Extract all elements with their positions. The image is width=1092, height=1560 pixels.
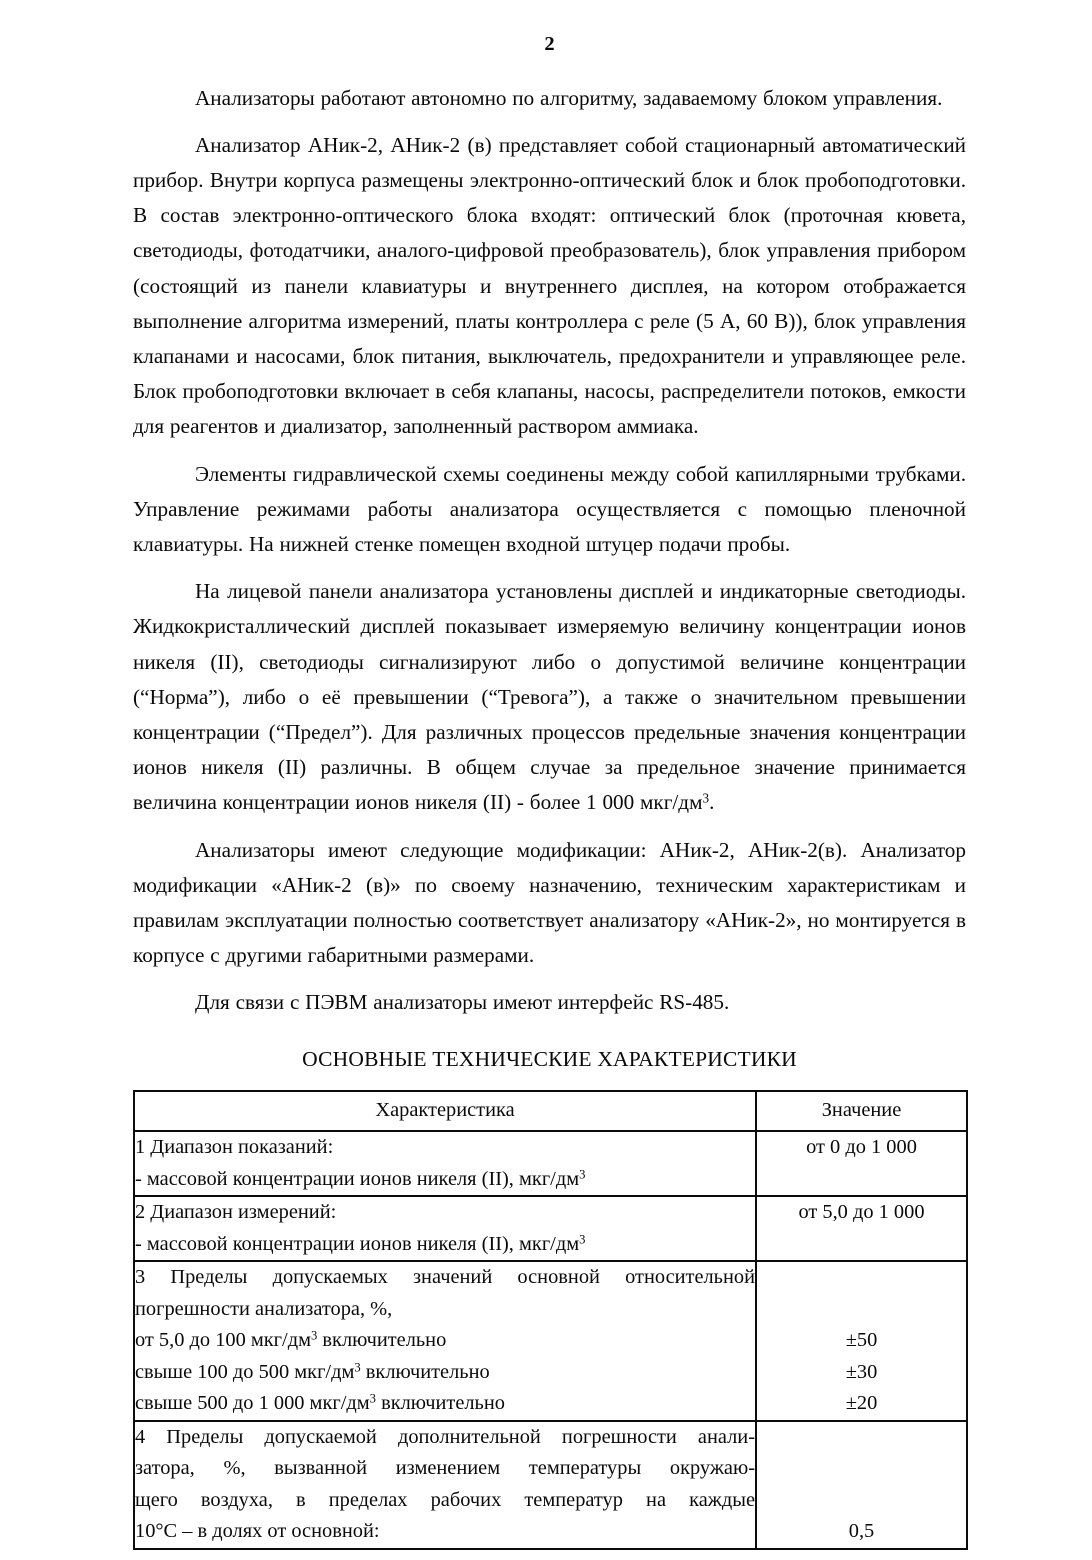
- spec-line: [135, 1294, 755, 1326]
- value-line: от 5,0 до 1 000: [798, 1201, 925, 1224]
- spec-line-text: свыше 500 до 1 000 мкг/дм: [135, 1392, 370, 1415]
- spec-line: [135, 1262, 755, 1294]
- superscript-cubic: 3: [579, 1232, 586, 1247]
- page-content: [133, 34, 966, 1550]
- spec-line: [135, 1197, 755, 1229]
- spec-line: [135, 1516, 755, 1548]
- table-cell-value: [756, 1196, 967, 1261]
- paragraph-modifications: Анализаторы имеют следующие модификации: АНик-2, АНик-2(в). Анализатор модификации «АНик-2 (в)» по своему назначению, техническим характеристикам и правилам эксплуатации полностью соответствует анализатору «АНик-2», но монтируется в корпусе с другими габаритными размерами.: [133, 837, 966, 968]
- superscript-cubic: 3: [369, 1392, 376, 1407]
- spec-line-text: затора, %, вызванной изменением температуры окружаю-: [135, 1457, 755, 1480]
- value-line: 0,5: [848, 1520, 875, 1543]
- spec-line-text: - массовой концентрации ионов никеля (II), мкг/дм: [135, 1167, 580, 1190]
- spec-line: [135, 1422, 755, 1454]
- spec-line: [135, 1357, 755, 1389]
- spec-line-text: свыше 100 до 500 мкг/дм: [135, 1360, 355, 1383]
- paragraph-front-panel-leds: [133, 574, 966, 820]
- paragraph-autonomous-operation: Анализаторы работают автономно по алгоритму, задаваемому блоком управления.: [195, 85, 943, 110]
- table-cell-characteristic: [134, 1421, 756, 1549]
- spec-line: [135, 1325, 755, 1357]
- value-line: ±30: [845, 1360, 878, 1383]
- paragraph-front-panel-leds-text: На лицевой панели анализатора установлены дисплей и индикаторные светодиоды. Жидкокристаллический дисплей показывает измеряемую величину концентрации ионов никеля (II), светодиоды сигнализируют либо о допустимой величине концентрации (“Норма”), либо о её превышении (“Тревога”), а также о значительном превышении концентрации (“Предел”). Для различных процессов предельные значения концентрации ионов никеля (II) различны. В общем случае за предельное значение принимается величина концентрации ионов никеля (II) - более 1 000 мкг/дм: [133, 579, 966, 815]
- paragraph-hydraulic-scheme: Элементы гидравлической схемы соединены между собой капиллярными трубками. Управление режимами работы анализатора осуществляется с помощью пленочной клавиатуры. На нижней стенке помещен входной штуцер подачи пробы.: [133, 461, 966, 556]
- spec-line-text: погрешности анализатора, %,: [135, 1297, 393, 1320]
- table-cell-characteristic: [134, 1131, 756, 1196]
- spec-line-text: 4 Пределы допускаемой дополнительной погрешности анали-: [135, 1425, 755, 1448]
- superscript-cubic: 3: [354, 1360, 361, 1375]
- spec-line-text: 2 Диапазон измерений:: [135, 1201, 337, 1224]
- spec-line: [135, 1132, 755, 1164]
- spec-line-text: щего воздуха, в пределах рабочих температур на каждые: [135, 1488, 755, 1511]
- specifications-table: [133, 1090, 968, 1550]
- spec-line: [135, 1164, 755, 1196]
- section-heading-main-specs: ОСНОВНЫЕ ТЕХНИЧЕСКИЕ ХАРАКТЕРИСТИКИ: [302, 1046, 797, 1071]
- spec-line-text: 3 Пределы допускаемых значений основной относительной: [135, 1266, 755, 1289]
- spec-line-tail: включительно: [317, 1329, 447, 1352]
- spec-line-text: - массовой концентрации ионов никеля (II), мкг/дм: [135, 1232, 580, 1255]
- table-row: [134, 1261, 967, 1421]
- table-row: [134, 1421, 967, 1549]
- paragraph-interface: Для связи с ПЭВМ анализаторы имеют интерфейс RS-485.: [195, 990, 730, 1015]
- spec-line-text: 10°С – в долях от основной:: [135, 1520, 380, 1543]
- value-line: ±50: [845, 1329, 878, 1352]
- table-row: [134, 1131, 967, 1196]
- spec-line-text: от 5,0 до 100 мкг/дм: [135, 1329, 311, 1352]
- spec-line: [135, 1485, 755, 1517]
- spec-line-tail: включительно: [360, 1360, 490, 1383]
- table-header-row: [134, 1091, 967, 1131]
- spec-line: [135, 1453, 755, 1485]
- table-cell-characteristic: [134, 1196, 756, 1261]
- superscript-cubic: 3: [579, 1167, 586, 1182]
- spec-line: [135, 1388, 755, 1420]
- table-cell-value: [756, 1131, 967, 1196]
- table-header-characteristic: Характеристика: [134, 1091, 756, 1131]
- table-row: [134, 1196, 967, 1261]
- superscript-cubic: 3: [311, 1329, 318, 1344]
- value-line: от 0 до 1 000: [806, 1136, 917, 1159]
- value-line: ±20: [845, 1392, 878, 1415]
- paragraph-front-panel-leds-tail: .: [709, 790, 715, 815]
- spec-line-tail: включительно: [375, 1392, 505, 1415]
- superscript-cubic: 3: [702, 790, 710, 806]
- spec-line-text: 1 Диапазон показаний:: [135, 1136, 334, 1159]
- table-body: [134, 1131, 967, 1549]
- table-cell-value: [756, 1421, 967, 1549]
- page-number: 2: [544, 33, 555, 55]
- spec-line: [135, 1229, 755, 1261]
- table-cell-value: [756, 1261, 967, 1421]
- table-header-value: Значение: [756, 1091, 967, 1131]
- paragraph-analyzer-description: Анализатор АНик-2, АНик-2 (в) представляет собой стационарный автоматический прибор. Внутри корпуса размещены электронно-оптический блок и блок пробоподготовки. В состав электронно-оптического блока входят: оптический блок (проточная кювета, светодиоды, фотодатчики, аналого-цифровой преобразователь), блок управления прибором (состоящий из панели клавиатуры и внутреннего дисплея, на котором отображается выполнение алгоритма измерений, платы контроллера с реле (5 А, 60 В)), блок управления клапанами и насосами, блок питания, выключатель, предохранители и управляющее реле. Блок пробоподготовки включает в себя клапаны, насосы, распределители потоков, емкости для реагентов и диализатор, заполненный раствором аммиака.: [133, 132, 966, 439]
- table-cell-characteristic: [134, 1261, 756, 1421]
